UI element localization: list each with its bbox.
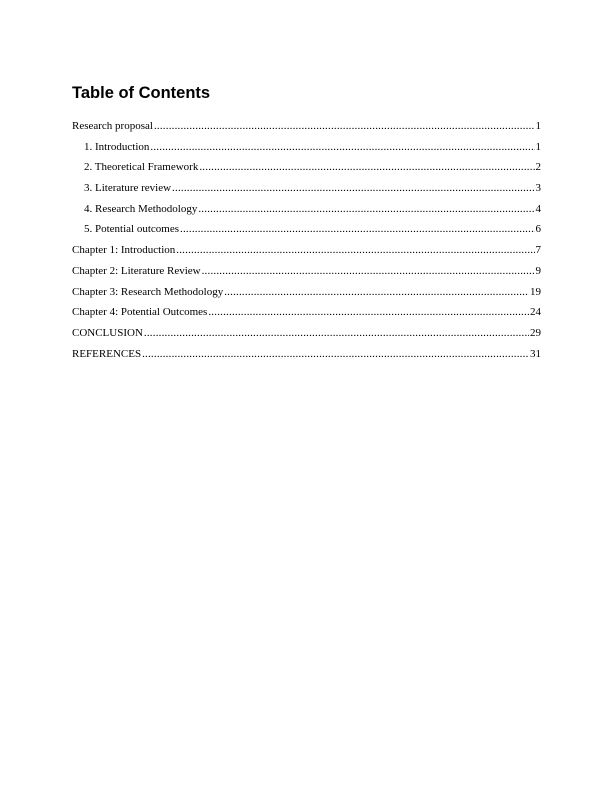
toc-dot-leader (142, 344, 529, 365)
toc-dot-leader (180, 219, 534, 240)
toc-dot-leader (202, 261, 535, 282)
toc-entry-label: Chapter 4: Potential Outcomes (72, 306, 208, 319)
toc-entry-page: 6 (535, 223, 541, 236)
toc-entry-page: 4 (535, 202, 541, 215)
toc-entry-page: 1 (535, 140, 541, 153)
toc-entry[interactable] (72, 344, 541, 365)
toc-entry[interactable] (72, 116, 541, 137)
toc-entry-label: REFERENCES (72, 347, 142, 360)
toc-dot-leader (144, 323, 529, 344)
toc-entry-label: Chapter 3: Research Methodology (72, 285, 224, 298)
toc-entry[interactable] (72, 178, 541, 199)
toc-dot-leader (208, 302, 529, 323)
toc-entry-page: 29 (530, 326, 541, 339)
toc-entry[interactable] (72, 137, 541, 158)
toc-entry-page: 3 (535, 182, 541, 195)
toc-entry-label: Research proposal (72, 120, 153, 132)
toc-entry[interactable] (72, 261, 541, 282)
toc-entry-page: 7 (535, 244, 541, 257)
toc-entry-label: 3. Literature review (84, 182, 172, 195)
toc-entry-page: 9 (535, 264, 541, 277)
toc-entry-label: 5. Potential outcomes (84, 223, 180, 236)
toc-dot-leader (224, 282, 529, 303)
toc-entry-page: 19 (530, 285, 541, 298)
toc-entry-label: Chapter 1: Introduction (72, 244, 176, 257)
toc-heading: Table of Contents (72, 84, 211, 102)
toc-entry[interactable] (72, 199, 541, 220)
toc-entry-label: CONCLUSION (72, 326, 143, 339)
toc-entry-label: 1. Introduction (84, 140, 150, 153)
toc-dot-leader (154, 116, 535, 137)
toc-dot-leader (176, 240, 534, 261)
toc-entry[interactable] (72, 282, 541, 303)
toc-dot-leader (198, 199, 534, 220)
toc-entry[interactable] (72, 219, 541, 240)
toc-dot-leader (199, 157, 534, 178)
toc-entry-label: 2. Theoretical Framework (84, 161, 199, 174)
toc-entry[interactable] (72, 157, 541, 178)
toc-entry-label: 4. Research Methodology (84, 202, 198, 215)
toc-entry-page: 31 (530, 347, 541, 360)
toc-entry-label: Chapter 2: Literature Review (72, 264, 201, 277)
toc-entry-page: 1 (535, 120, 541, 132)
toc-dot-leader (172, 178, 534, 199)
toc-entry[interactable] (72, 240, 541, 261)
toc-list (72, 116, 541, 364)
toc-entry[interactable] (72, 302, 541, 323)
toc-entry[interactable] (72, 323, 541, 344)
toc-entry-page: 24 (530, 306, 541, 319)
toc-entry-page: 2 (535, 161, 541, 174)
toc-dot-leader (150, 137, 534, 158)
